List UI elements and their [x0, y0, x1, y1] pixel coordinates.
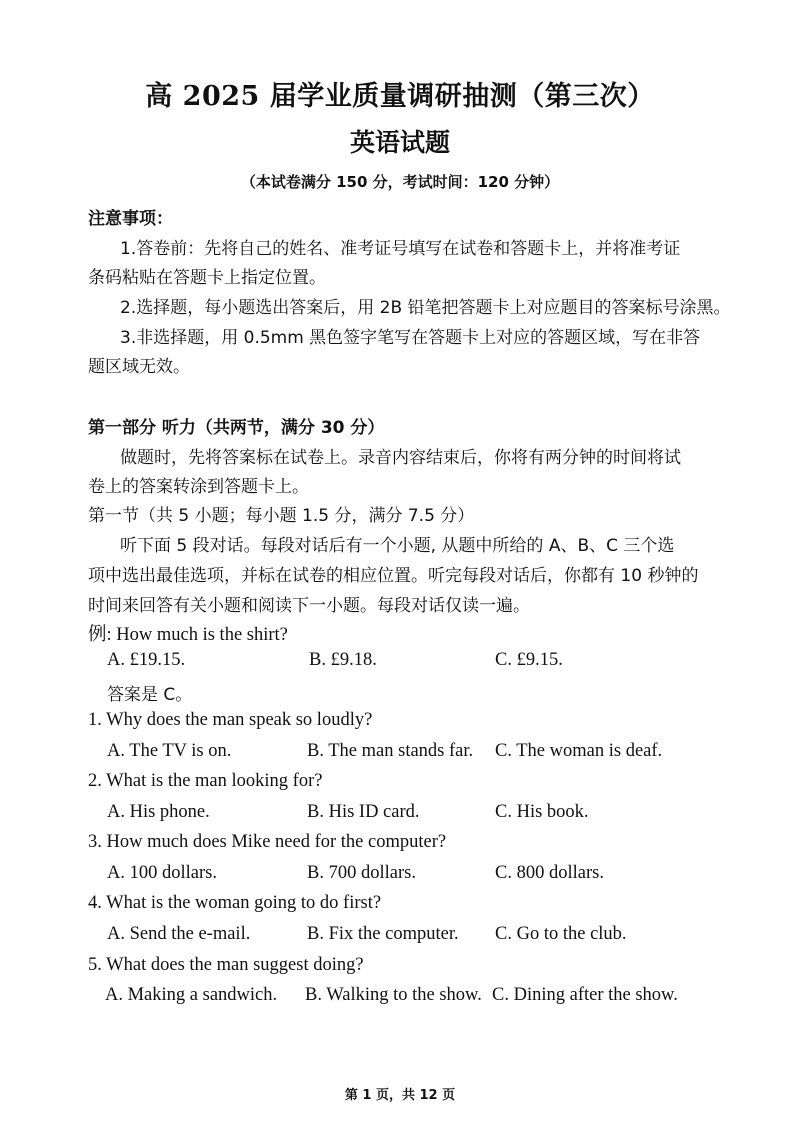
- example-option-c: C. £9.15.: [495, 650, 563, 670]
- question-5-option-a: A. Making a sandwich.: [105, 985, 278, 1005]
- question-3-option-c: C. 800 dollars.: [495, 863, 604, 883]
- question-2-option-a: A. His phone.: [107, 802, 210, 822]
- question-2: 2. What is the man looking for?: [88, 771, 323, 791]
- question-4: 4. What is the woman going to do first?: [88, 893, 382, 913]
- section1-heading: 第一节（共 5 小题；每小题 1.5 分，满分 7.5 分）: [88, 506, 475, 526]
- part1-heading: 第一部分 听力（共两节，满分 30 分）: [88, 418, 385, 438]
- page-subtitle: 英语试题: [349, 128, 450, 157]
- section1-line-1: 听下面 5 段对话。每段对话后有一个小题, 从题中所给的 A、B、C 三个选: [120, 536, 675, 556]
- notes-item-2: 2.选择题，每小题选出答案后，用 2B 铅笔把答题卡上对应题目的答案标号涂黑。: [120, 298, 731, 318]
- notes-item-1-line-1: 1.答卷前：先将自己的姓名、准考证号填写在试卷和答题卡上，并将准考证: [120, 239, 681, 259]
- section1-line-2: 项中选出最佳选项，并标在试卷的相应位置。听完每段对话后，你都有 10 秒钟的: [88, 566, 699, 586]
- section1-line-3: 时间来回答有关小题和阅读下一小题。每段对话仅读一遍。: [88, 596, 530, 616]
- part1-intro-line-1: 做题时，先将答案标在试卷上。录音内容结束后，你将有两分钟的时间将试: [120, 448, 681, 468]
- example-answer: 答案是 C。: [107, 685, 193, 705]
- example-question: 例: How much is the shirt?: [88, 625, 288, 645]
- question-5: 5. What does the man suggest doing?: [88, 955, 364, 975]
- notes-heading: 注意事项：: [88, 209, 173, 229]
- question-3-option-a: A. 100 dollars.: [107, 863, 217, 883]
- exam-info: （本试卷满分 150 分，考试时间：120 分钟）: [240, 173, 560, 191]
- notes-item-1-line-2: 条码粘贴在答题卡上指定位置。: [88, 268, 326, 288]
- question-3: 3. How much does Mike need for the computer?: [88, 832, 447, 852]
- question-1: 1. Why does the man speak so loudly?: [88, 710, 373, 730]
- question-4-option-a: A. Send the e-mail.: [107, 924, 251, 944]
- question-5-option-b: B. Walking to the show.: [305, 985, 482, 1005]
- question-4-option-b: B. Fix the computer.: [307, 924, 459, 944]
- question-3-option-b: B. 700 dollars.: [307, 863, 416, 883]
- page-title: 高 2025 届学业质量调研抽测（第三次）: [145, 81, 655, 112]
- part1-intro-line-2: 卷上的答案转涂到答题卡上。: [88, 477, 309, 497]
- notes-item-3-line-1: 3.非选择题，用 0.5mm 黑色签字笔写在答题卡上对应的答题区域，写在非答: [120, 328, 701, 348]
- page-number: 第 1 页，共 12 页: [344, 1088, 456, 1103]
- notes-item-3-line-2: 题区域无效。: [88, 357, 190, 377]
- question-5-option-c: C. Dining after the show.: [492, 985, 678, 1005]
- question-1-option-a: A. The TV is on.: [107, 741, 232, 761]
- question-1-option-b: B. The man stands far.: [307, 741, 474, 761]
- question-2-option-b: B. His ID card.: [307, 802, 420, 822]
- example-option-a: A. £19.15.: [107, 650, 186, 670]
- question-1-option-c: C. The woman is deaf.: [495, 741, 663, 761]
- question-2-option-c: C. His book.: [495, 802, 589, 822]
- example-option-b: B. £9.18.: [309, 650, 377, 670]
- question-4-option-c: C. Go to the club.: [495, 924, 627, 944]
